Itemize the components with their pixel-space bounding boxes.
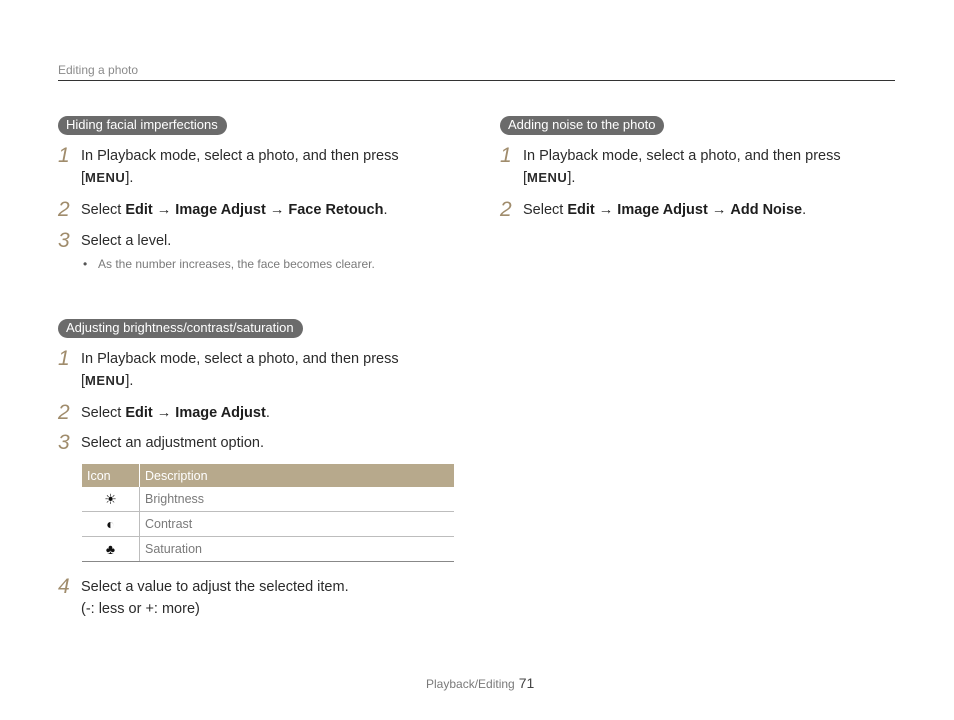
step-3 [58,230,458,275]
step-number: 2 [58,401,70,424]
menu-path-image-adjust: Image Adjust [175,202,266,218]
step-3 [58,432,458,454]
arrow: → [598,202,614,218]
step-number: 1 [58,347,70,370]
table-row [82,537,454,562]
brightness-icon: ☀ [82,487,140,512]
header-rule [58,80,895,81]
arrow: → [156,405,172,421]
page-number: 71 [518,675,535,691]
bracket-close: ]. [567,170,576,186]
section-title-pill: Adding noise to the photo [500,116,664,135]
page-footer [426,675,534,691]
arrow: → [711,202,727,218]
step-number: 1 [500,144,512,167]
menu-key-icon: MENU [527,170,568,185]
menu-path-edit: Edit [125,405,153,421]
section-brightness-contrast [58,319,458,620]
step-1 [500,145,900,189]
column-header-description: Description [140,464,455,487]
step-number: 2 [500,198,512,221]
menu-path-edit: Edit [125,202,153,218]
bracket-close: ]. [125,170,134,186]
column-header-icon: Icon [82,464,140,487]
running-head: Editing a photo [58,63,139,77]
step-2 [500,199,900,221]
menu-path-image-adjust: Image Adjust [617,202,708,218]
step-text: Select an adjustment option. [81,435,264,451]
menu-path-add-noise: Add Noise [730,202,803,218]
step-prefix: Select [523,202,564,218]
step-text: Select a value to adjust the selected item. [81,579,349,595]
step-text-note: (-: less or +: more) [81,601,200,617]
step-text: In Playback mode, select a photo, and then press [523,148,841,164]
step-text: In Playback mode, select a photo, and then press [81,351,399,367]
step-prefix: Select [81,405,122,421]
contrast-icon: ◐ [82,512,140,537]
table-cell-description: Brightness [140,487,455,512]
bracket-open: [ [81,170,86,186]
bracket-open: [ [523,170,528,186]
step-2 [58,199,458,221]
table-header-row [82,464,454,487]
period: . [383,202,388,218]
bracket-open: [ [81,373,86,389]
bracket-close: ]. [125,373,134,389]
menu-key-icon: MENU [85,170,126,185]
right-column [500,116,900,221]
left-column [58,116,458,620]
step-number: 3 [58,431,70,454]
bullet-note: • As the number increases, the face becomes clearer. [81,253,458,275]
period: . [802,202,807,218]
table-cell-description: Contrast [140,512,455,537]
step-number: 4 [58,575,70,598]
adjustment-options-table [82,464,454,562]
step-number: 1 [58,144,70,167]
footer-section-label: Playback/Editing [426,677,515,691]
step-number: 3 [58,229,70,252]
step-number: 2 [58,198,70,221]
step-2 [58,402,458,424]
section-adding-noise [500,116,900,221]
saturation-icon: ♣ [82,537,140,562]
section-hiding-facial [58,116,458,275]
menu-path-face-retouch: Face Retouch [288,202,384,218]
menu-path-image-adjust: Image Adjust [175,405,266,421]
menu-path-edit: Edit [567,202,595,218]
step-prefix: Select [81,202,122,218]
table-row [82,487,454,512]
step-1 [58,145,458,189]
arrow: → [156,202,172,218]
table-row [82,512,454,537]
arrow: → [269,202,285,218]
table-cell-description: Saturation [140,537,455,562]
section-title-pill: Hiding facial imperfections [58,116,227,135]
step-text: Select a level. [81,233,172,249]
step-4 [58,576,458,620]
menu-key-icon: MENU [85,373,126,388]
period: . [265,405,270,421]
section-title-pill: Adjusting brightness/contrast/saturation [58,319,303,338]
step-1 [58,348,458,392]
step-text: In Playback mode, select a photo, and then press [81,148,399,164]
